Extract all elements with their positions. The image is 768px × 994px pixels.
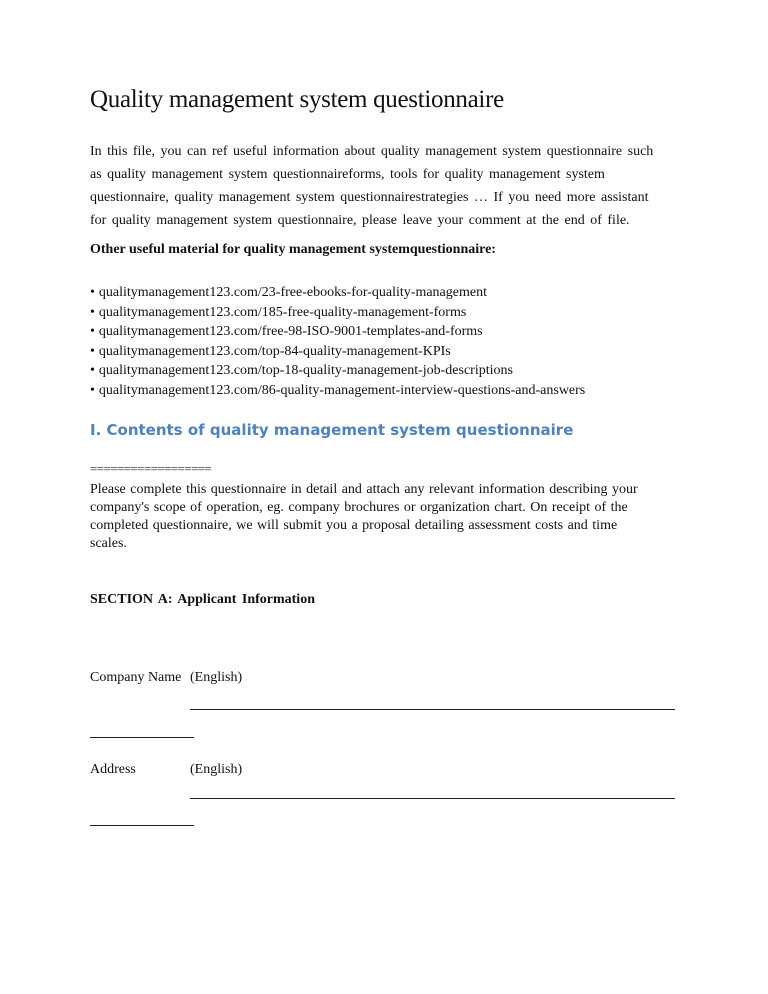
list-item: [90, 381, 585, 401]
list-item: [90, 303, 585, 323]
address-field-line[interactable]: [190, 797, 675, 799]
instruction-line: scales.: [90, 536, 127, 551]
intro-paragraph: [90, 140, 680, 232]
address-label: Address: [90, 762, 136, 777]
list-item: [90, 322, 585, 342]
resource-link[interactable]: qualitymanagement123.com/23-free-ebooks-for-quality-management: [98, 285, 487, 300]
bullet-icon: •: [90, 324, 95, 340]
instruction-line: Please complete this questionnaire in detail and attach any relevant information describing your: [90, 482, 638, 497]
resource-link[interactable]: qualitymanagement123.com/top-84-quality-management-KPIs: [98, 343, 451, 359]
company-name-language: (English): [190, 670, 243, 685]
instruction-line: company's scope of operation, eg. company brochures or organization chart. On receipt of the: [90, 500, 628, 515]
section-a-heading: SECTION A: Applicant Information: [90, 592, 315, 607]
instructions-paragraph: [90, 481, 680, 553]
intro-line: In this file, you can ref useful information about quality management system questionnaire such: [90, 144, 654, 159]
address-field-line-continued[interactable]: [90, 824, 194, 826]
contents-heading: I. Contents of quality management system questionnaire: [90, 421, 574, 439]
list-item: [90, 361, 585, 381]
intro-line: questionnaire, quality management system questionnairestrategies … If you need more assistant: [90, 190, 649, 205]
separator: ==================: [90, 461, 212, 476]
document-title: Quality management system questionnaire: [90, 86, 504, 113]
bullet-icon: •: [90, 382, 95, 398]
address-language: (English): [190, 762, 243, 777]
intro-line: as quality management system questionnaireforms, tools for quality management system: [90, 167, 605, 182]
resource-link[interactable]: qualitymanagement123.com/86-quality-management-interview-questions-and-answers: [98, 382, 586, 398]
intro-line: for quality management system questionnaire, please leave your comment at the end of file.: [90, 213, 630, 228]
resource-link[interactable]: qualitymanagement123.com/185-free-quality-management-forms: [98, 304, 467, 320]
company-name-label: Company Name: [90, 670, 182, 685]
other-material-heading: Other useful material for quality management systemquestionnaire:: [90, 242, 496, 257]
list-item: [90, 283, 585, 303]
resource-links-list: [90, 283, 585, 401]
resource-link[interactable]: qualitymanagement123.com/free-98-ISO-9001-templates-and-forms: [98, 324, 483, 340]
bullet-icon: •: [90, 304, 95, 320]
bullet-icon: •: [90, 363, 95, 379]
resource-link[interactable]: qualitymanagement123.com/top-18-quality-management-job-descriptions: [98, 363, 513, 379]
list-item: [90, 342, 585, 362]
bullet-icon: •: [90, 343, 95, 359]
bullet-icon: •: [90, 285, 95, 300]
company-name-field-line[interactable]: [190, 708, 675, 710]
instruction-line: completed questionnaire, we will submit you a proposal detailing assessment costs and time: [90, 518, 618, 533]
company-name-field-line-continued[interactable]: [90, 736, 194, 738]
